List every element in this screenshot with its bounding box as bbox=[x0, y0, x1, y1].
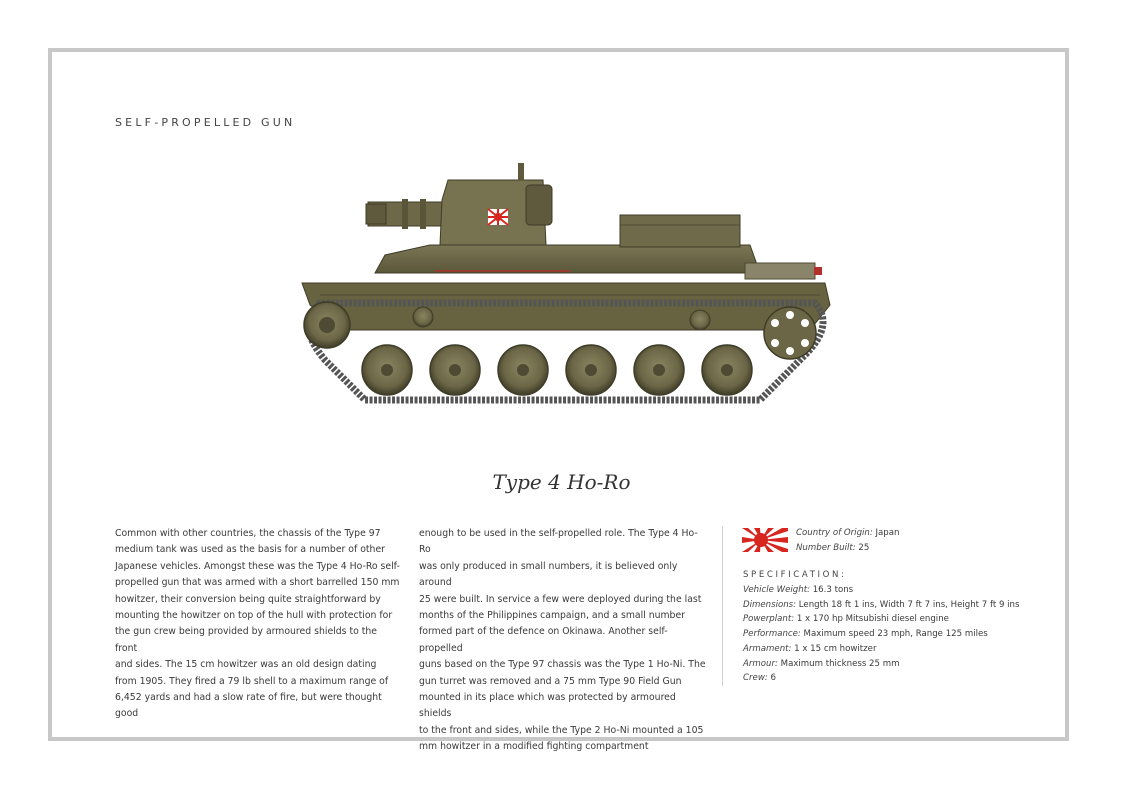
description-line: mm howitzer in a modified fighting compartment bbox=[419, 741, 649, 753]
spec-item bbox=[743, 583, 1043, 598]
spec-label: Crew: bbox=[743, 673, 768, 684]
description-line: 25 were built. In service a few were deployed during the last bbox=[419, 593, 702, 605]
built-label: Number Built: bbox=[796, 543, 856, 553]
description-line: propelled gun that was armed with a short barrelled 150 mm bbox=[115, 577, 400, 589]
spec-value: Length 18 ft 1 ins, Width 7 ft 7 ins, Height 7 ft 9 ins bbox=[798, 599, 1020, 610]
description-line: from 1905. They fired a 79 lb shell to a maximum range of bbox=[115, 675, 389, 687]
spec-label: Vehicle Weight: bbox=[743, 585, 810, 595]
spec-item bbox=[743, 612, 1043, 627]
origin-info bbox=[796, 526, 899, 556]
spec-value: Maximum thickness 25 mm bbox=[780, 658, 900, 669]
description-line: Common with other countries, the chassis of the Type 97 bbox=[115, 528, 381, 539]
spec-item bbox=[743, 627, 1043, 642]
description-line: and sides. The 15 cm howitzer was an old design dating bbox=[115, 659, 377, 671]
number-built bbox=[796, 541, 899, 556]
description-line: gun turret was removed and a 75 mm Type 90 Field Gun bbox=[419, 675, 682, 687]
spec-label: Performance: bbox=[743, 629, 801, 640]
spec-value: 6 bbox=[770, 673, 776, 684]
spec-label: Armour: bbox=[743, 658, 778, 669]
description-line: months of the Philippines campaign, and a small number bbox=[419, 610, 685, 622]
country-label: Country of Origin: bbox=[796, 528, 873, 538]
description-line: enough to be used in the self-propelled role. The Type 4 Ho-Ro bbox=[419, 528, 698, 556]
rising-sun-emblem bbox=[488, 209, 508, 225]
specification-list bbox=[743, 583, 1043, 686]
description-line: 6,452 yards and had a slow rate of fire, but were thought good bbox=[115, 692, 382, 720]
description-line: formed part of the defence on Okinawa. Another self-propelled bbox=[419, 626, 668, 654]
spec-value: 1 x 15 cm howitzer bbox=[794, 643, 877, 654]
description-line: Japanese vehicles. Amongst these was the Type 4 Ho-Ro self- bbox=[115, 560, 400, 572]
spec-label: Armament: bbox=[743, 643, 792, 654]
spec-value: 16.3 tons bbox=[812, 585, 854, 595]
spec-value: 1 x 170 hp Mitsubishi diesel engine bbox=[796, 614, 949, 625]
description-column-1 bbox=[115, 526, 400, 723]
spec-item bbox=[743, 657, 1043, 672]
description-line: howitzer, their conversion being quite straightforward by bbox=[115, 593, 381, 605]
rising-sun-flag-icon bbox=[742, 528, 788, 552]
column-divider bbox=[722, 526, 723, 686]
self-propelled-gun-illustration bbox=[290, 155, 840, 415]
spec-value: Maximum speed 23 mph, Range 125 miles bbox=[803, 629, 988, 640]
description-line: was only produced in small numbers, it is believed only around bbox=[419, 560, 678, 589]
description-line: medium tank was used as the basis for a number of other bbox=[115, 544, 385, 556]
country-value: Japan bbox=[875, 528, 900, 538]
description-line: mounted in its place which was protected by armoured shields bbox=[419, 692, 676, 720]
spec-item bbox=[743, 598, 1043, 613]
description-column-2 bbox=[419, 526, 709, 756]
category-label: SELF-PROPELLED GUN bbox=[115, 116, 296, 129]
description-line: guns based on the Type 97 chassis was the Type 1 Ho-Ni. The bbox=[419, 659, 706, 671]
spec-label: Dimensions: bbox=[743, 599, 797, 610]
description-line: the gun crew being provided by armoured shields to the front bbox=[115, 626, 377, 654]
country-of-origin bbox=[796, 526, 899, 541]
description-line: to the front and sides, while the Type 2 Ho-Ni mounted a 105 bbox=[419, 724, 704, 736]
spec-label: Powerplant: bbox=[743, 614, 795, 625]
spec-item bbox=[743, 671, 1043, 686]
vehicle-title: Type 4 Ho-Ro bbox=[492, 470, 631, 494]
spec-item bbox=[743, 642, 1043, 657]
built-value: 25 bbox=[858, 543, 870, 553]
specification-heading: SPECIFICATION: bbox=[743, 570, 847, 580]
description-line: mounting the howitzer on top of the hull with protection for bbox=[115, 610, 393, 622]
